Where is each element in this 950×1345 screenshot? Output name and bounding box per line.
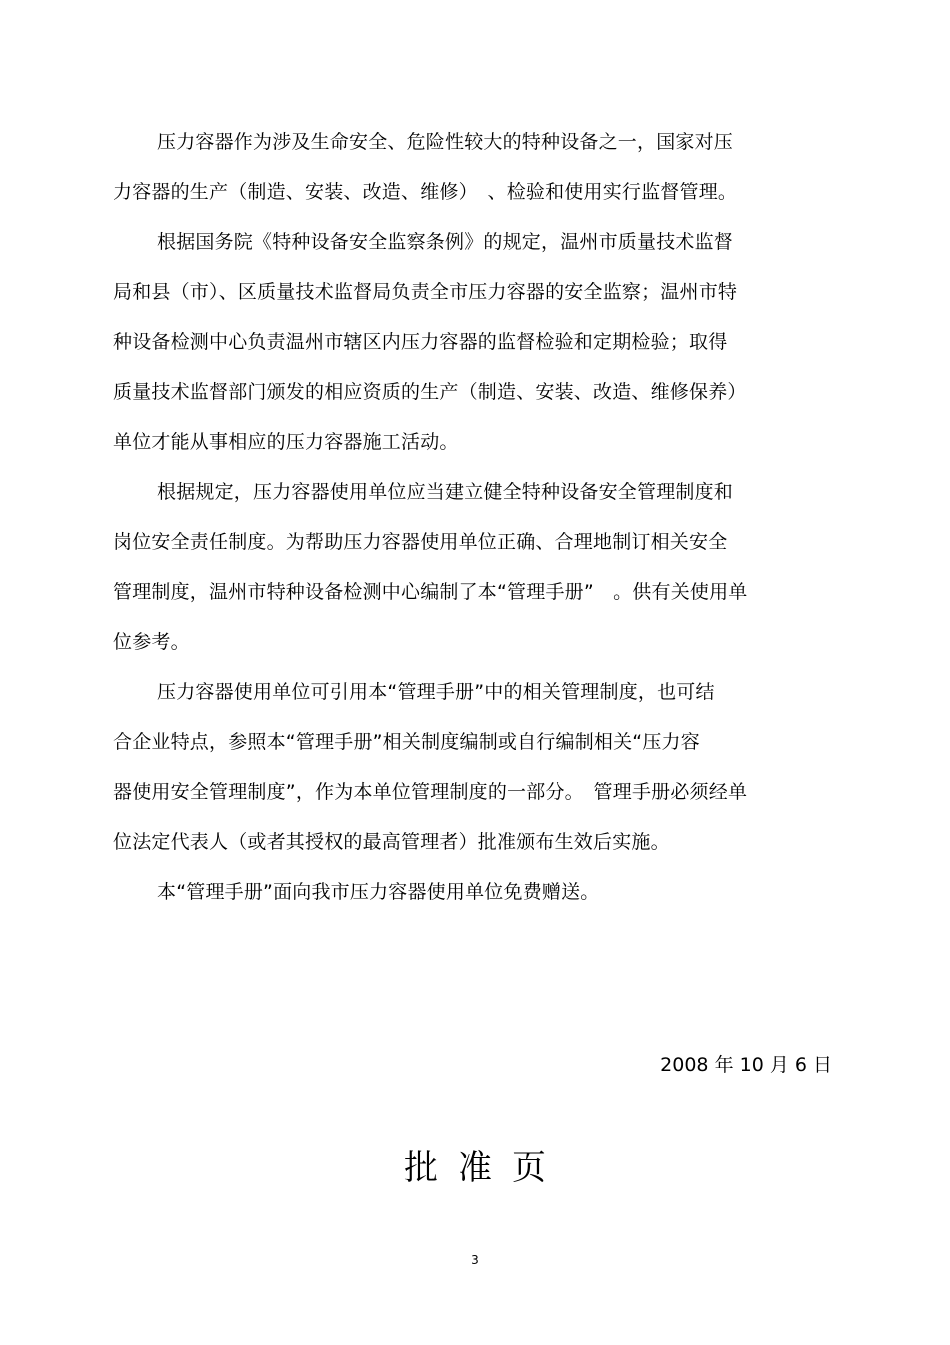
paragraph-4-line-2: 合企业特点，参照本“管理手册”相关制度编制或自行编制相关“压力容 (113, 731, 700, 753)
paragraph-2-line-2: 局和县（市）、区质量技术监督局负责全市压力容器的安全监察；温州市特 (113, 281, 738, 303)
paragraph-2-line-3: 种设备检测中心负责温州市辖区内压力容器的监督检验和定期检验；取得 (113, 331, 728, 353)
paragraph-3-line-3: 管理制度，温州市特种设备检测中心编制了本“管理手册” 。供有关使用单 (113, 581, 748, 603)
paragraph-4-line-3: 器使用安全管理制度”，作为本单位管理制度的一部分。 管理手册必须经单 (113, 781, 748, 803)
paragraph-4-line-1: 压力容器使用单位可引用本“管理手册”中的相关管理制度，也可结 (157, 681, 715, 703)
paragraph-4-line-4: 位法定代表人（或者其授权的最高管理者）批准颁布生效后实施。 (113, 831, 670, 853)
paragraph-3-line-2: 岗位安全责任制度。为帮助压力容器使用单位正确、合理地制订相关安全 (113, 531, 728, 553)
paragraph-2-line-4: 质量技术监督部门颁发的相应资质的生产（制造、安装、改造、维修保养） (113, 381, 747, 403)
approval-page-title: 批准页 (404, 1148, 566, 1188)
paragraph-3-line-1: 根据规定，压力容器使用单位应当建立健全特种设备安全管理制度和 (157, 481, 734, 503)
paragraph-1-line-2: 力容器的生产（制造、安装、改造、维修） 、检验和使用实行监督管理。 (113, 181, 738, 203)
paragraph-1-line-1: 压力容器作为涉及生命安全、危险性较大的特种设备之一，国家对压 (157, 131, 734, 153)
page-number: 3 (471, 1253, 479, 1267)
paragraph-5-line-1: 本“管理手册”面向我市压力容器使用单位免费赠送。 (157, 881, 600, 903)
document-date: 2008 年 10 月 6 日 (660, 1054, 832, 1076)
paragraph-3-line-4: 位参考。 (113, 631, 190, 653)
paragraph-2-line-1: 根据国务院《特种设备安全监察条例》的规定，温州市质量技术监督 (157, 231, 734, 253)
paragraph-2-line-5: 单位才能从事相应的压力容器施工活动。 (113, 431, 459, 453)
